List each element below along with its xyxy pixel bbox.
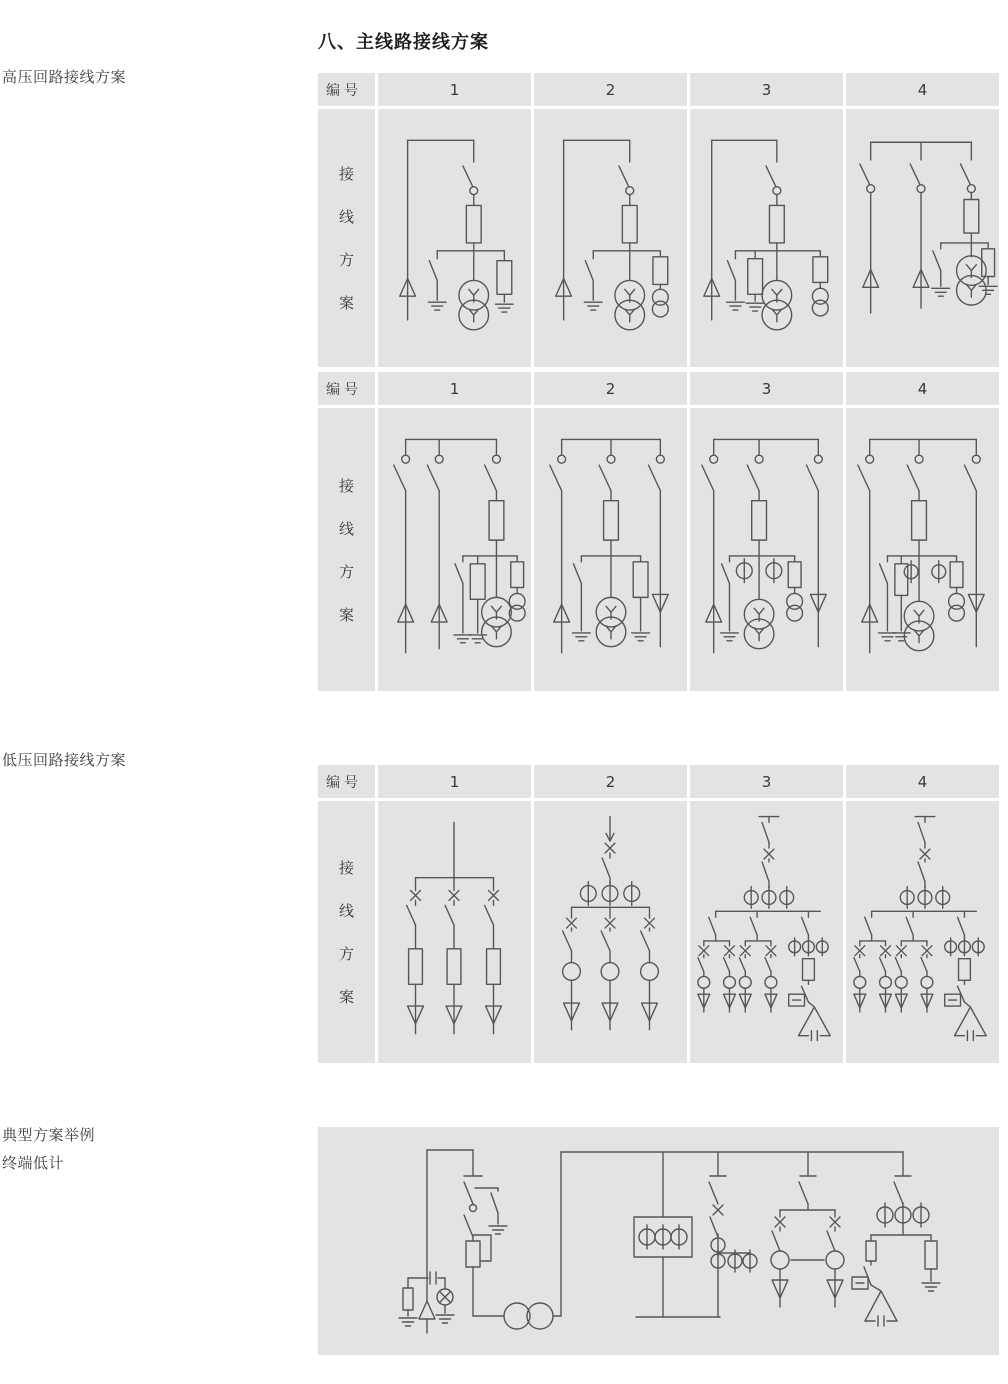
example-label-line1: 典型方案举例	[2, 1126, 96, 1144]
lv-col-3: 3	[690, 765, 843, 798]
lv-col-1: 1	[378, 765, 531, 798]
hv1-scheme1-diagram	[378, 109, 531, 367]
hv1-row-label	[318, 109, 375, 367]
lv-col-2: 2	[534, 765, 687, 798]
row-label-char: 线	[338, 208, 354, 226]
hv1-col-1: 1	[378, 73, 531, 106]
lv-scheme3-diagram	[690, 801, 843, 1063]
example-label-line2: 终端低计	[2, 1154, 65, 1172]
hv2-scheme3-diagram	[690, 408, 843, 691]
hv2-scheme1-diagram	[378, 408, 531, 691]
lv-header-label: 编号	[318, 765, 375, 798]
row-label-char: 方	[338, 562, 354, 581]
hv1-col-3: 3	[690, 73, 843, 106]
row-label-char: 案	[338, 294, 354, 312]
hv2-scheme2-cell	[534, 408, 687, 691]
section-label-lv: 低压回路接线方案	[2, 751, 127, 769]
hv1-col-4: 4	[846, 73, 999, 106]
hv2-col-1: 1	[378, 372, 531, 405]
hv2-col-2: 2	[534, 372, 687, 405]
row-label-char: 接	[338, 859, 354, 877]
lv-scheme3-cell	[690, 801, 843, 1063]
hv2-header-label: 编号	[318, 372, 375, 405]
hv-table-1	[318, 73, 999, 367]
hv1-header-label: 编号	[318, 73, 375, 106]
row-label-char: 线	[338, 519, 354, 538]
hv2-row-label	[318, 408, 375, 691]
hv2-scheme2-diagram	[534, 408, 687, 691]
page-title: 八、主线路接线方案	[318, 32, 489, 53]
hv2-scheme3-cell	[690, 408, 843, 691]
hv2-scheme1-cell	[378, 408, 531, 691]
typical-example-panel	[318, 1127, 999, 1355]
hv2-col-4: 4	[846, 372, 999, 405]
hv2-col-3: 3	[690, 372, 843, 405]
hv1-col-2: 2	[534, 73, 687, 106]
hv1-scheme4-diagram	[846, 109, 999, 367]
row-label-char: 线	[338, 902, 354, 920]
row-label-char: 接	[338, 165, 354, 183]
lv-row-label	[318, 801, 375, 1063]
lv-scheme4-cell	[846, 801, 999, 1063]
row-label-char: 方	[338, 251, 354, 269]
hv1-scheme2-diagram	[534, 109, 687, 367]
section-label-example	[2, 1121, 95, 1177]
lv-table	[318, 765, 999, 1063]
lv-scheme1-diagram	[378, 801, 531, 1063]
hv1-scheme3-cell	[690, 109, 843, 367]
typical-example-diagram	[318, 1127, 999, 1355]
lv-col-4: 4	[846, 765, 999, 798]
hv2-scheme4-diagram	[846, 408, 999, 691]
row-label-char: 案	[338, 605, 354, 624]
row-label-char: 案	[338, 988, 354, 1006]
row-label-char: 方	[338, 945, 354, 963]
hv1-scheme1-cell	[378, 109, 531, 367]
lv-scheme1-cell	[378, 801, 531, 1063]
hv2-scheme4-cell	[846, 408, 999, 691]
hv-table-2	[318, 372, 999, 691]
row-label-char: 接	[338, 476, 354, 495]
section-label-hv: 高压回路接线方案	[2, 68, 127, 86]
hv1-scheme3-diagram	[690, 109, 843, 367]
hv1-scheme2-cell	[534, 109, 687, 367]
lv-scheme2-diagram	[534, 801, 687, 1063]
lv-scheme2-cell	[534, 801, 687, 1063]
hv1-scheme4-cell	[846, 109, 999, 367]
lv-scheme4-diagram	[846, 801, 999, 1063]
